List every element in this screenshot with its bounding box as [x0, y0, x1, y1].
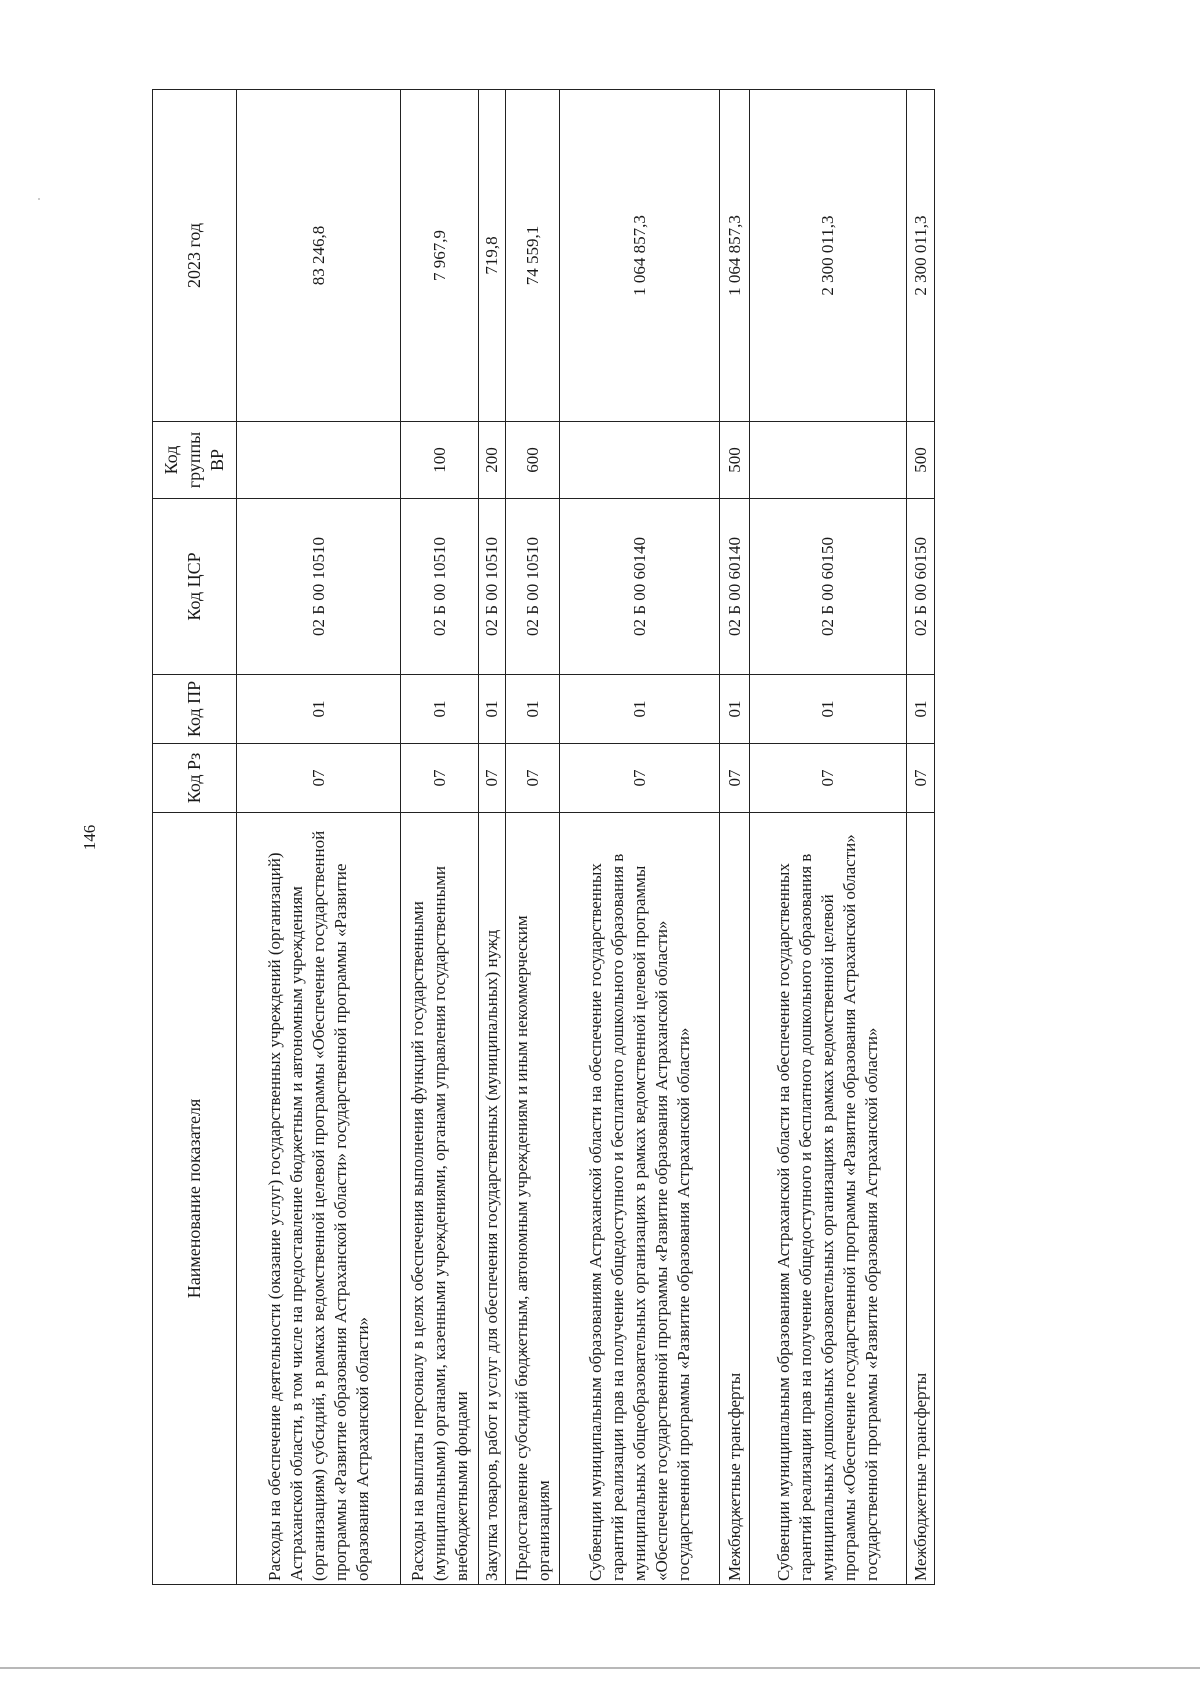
- row-name: Расходы на выплаты персоналу в целях обеспечения выполнения функций государственными (муниципальными) органами, казенными учреждениями, органами управления государственными внебюджетными фондами: [401, 813, 479, 1585]
- row-vr: 500: [907, 422, 935, 499]
- row-amount: 83 246,8: [237, 90, 401, 422]
- row-pr: 01: [237, 675, 401, 744]
- row-csr: 02 Б 00 60140: [720, 499, 750, 675]
- row-vr: [237, 422, 401, 499]
- header-vr: Код группы ВР: [153, 422, 237, 499]
- row-rz: 07: [237, 744, 401, 813]
- row-vr: 200: [479, 422, 506, 499]
- scan-edge-line: [0, 1667, 1200, 1669]
- row-csr: 02 Б 00 60140: [560, 499, 720, 675]
- row-amount: 1 064 857,3: [560, 90, 720, 422]
- table-row: [750, 90, 907, 1585]
- row-amount: 719,8: [479, 90, 506, 422]
- header-name: Наименование показателя: [153, 813, 237, 1585]
- scan-speck: [38, 198, 40, 200]
- table-row: [720, 90, 750, 1585]
- row-vr: 500: [720, 422, 750, 499]
- row-csr: 02 Б 00 10510: [237, 499, 401, 675]
- row-amount: 1 064 857,3: [720, 90, 750, 422]
- table-header-row: [153, 90, 237, 1585]
- header-csr: Код ЦСР: [153, 499, 237, 675]
- header-year: 2023 год: [153, 90, 237, 422]
- rotated-page: [80, 90, 948, 1585]
- row-pr: 01: [479, 675, 506, 744]
- row-amount: 74 559,1: [506, 90, 560, 422]
- header-rz: Код Рз: [153, 744, 237, 813]
- row-pr: 01: [401, 675, 479, 744]
- table-row: [560, 90, 720, 1585]
- header-pr: Код ПР: [153, 675, 237, 744]
- row-rz: 07: [750, 744, 907, 813]
- row-rz: 07: [720, 744, 750, 813]
- row-rz: 07: [907, 744, 935, 813]
- row-csr: 02 Б 00 60150: [907, 499, 935, 675]
- row-pr: 01: [750, 675, 907, 744]
- row-pr: 01: [506, 675, 560, 744]
- table-row: [237, 90, 401, 1585]
- row-vr: [750, 422, 907, 499]
- row-pr: 01: [907, 675, 935, 744]
- table-row: [506, 90, 560, 1585]
- budget-table: [152, 89, 935, 1585]
- row-csr: 02 Б 00 10510: [401, 499, 479, 675]
- page-number: 146: [80, 824, 99, 851]
- row-amount: 2 300 011,3: [907, 90, 935, 422]
- row-pr: 01: [720, 675, 750, 744]
- row-name: Межбюджетные трансферты: [907, 813, 935, 1585]
- row-vr: 100: [401, 422, 479, 499]
- table-row: [479, 90, 506, 1585]
- row-name: Расходы на обеспечение деятельности (оказание услуг) государственных учреждений (организаций) Астраханской области, в том числе на предоставление бюджетным и автономным учреждениям (организациям) субсидий, в рамках ведомственной целевой программы «Обеспечение государственной программы «Развитие образования Астраханской области» государственной программы «Развитие образования Астраханской области»: [237, 813, 401, 1585]
- row-csr: 02 Б 00 60150: [750, 499, 907, 675]
- row-csr: 02 Б 00 10510: [479, 499, 506, 675]
- table-row: [907, 90, 935, 1585]
- row-amount: 2 300 011,3: [750, 90, 907, 422]
- table-row: [401, 90, 479, 1585]
- row-rz: 07: [506, 744, 560, 813]
- row-rz: 07: [479, 744, 506, 813]
- row-vr: [560, 422, 720, 499]
- row-name: Предоставление субсидий бюджетным, автономным учреждениям и иным некоммерческим организациям: [506, 813, 560, 1585]
- row-pr: 01: [560, 675, 720, 744]
- row-name: Субвенции муниципальным образованиям Астраханской области на обеспечение государственных гарантий реализации прав на получение общедоступного и бесплатного дошкольного образования в муниципальных общеобразовательных организациях в рамках ведомственной целевой программы «Обеспечение государственной программы «Развитие образования Астраханской области» государственной программы «Развитие образования Астраханской области»: [560, 813, 720, 1585]
- row-amount: 7 967,9: [401, 90, 479, 422]
- row-name: Субвенции муниципальным образованиям Астраханской области на обеспечение государственных гарантий реализации прав на получение общедоступного и бесплатного дошкольного образования в муниципальных дошкольных образовательных организациях в рамках ведомственной целевой программы «Обеспечение государственной программы «Развитие образования Астраханской области» государственной программы «Развитие образования Астраханской области»: [750, 813, 907, 1585]
- row-name: Межбюджетные трансферты: [720, 813, 750, 1585]
- row-rz: 07: [560, 744, 720, 813]
- row-vr: 600: [506, 422, 560, 499]
- row-name: Закупка товаров, работ и услуг для обеспечения государственных (муниципальных) нужд: [479, 813, 506, 1585]
- row-rz: 07: [401, 744, 479, 813]
- row-csr: 02 Б 00 10510: [506, 499, 560, 675]
